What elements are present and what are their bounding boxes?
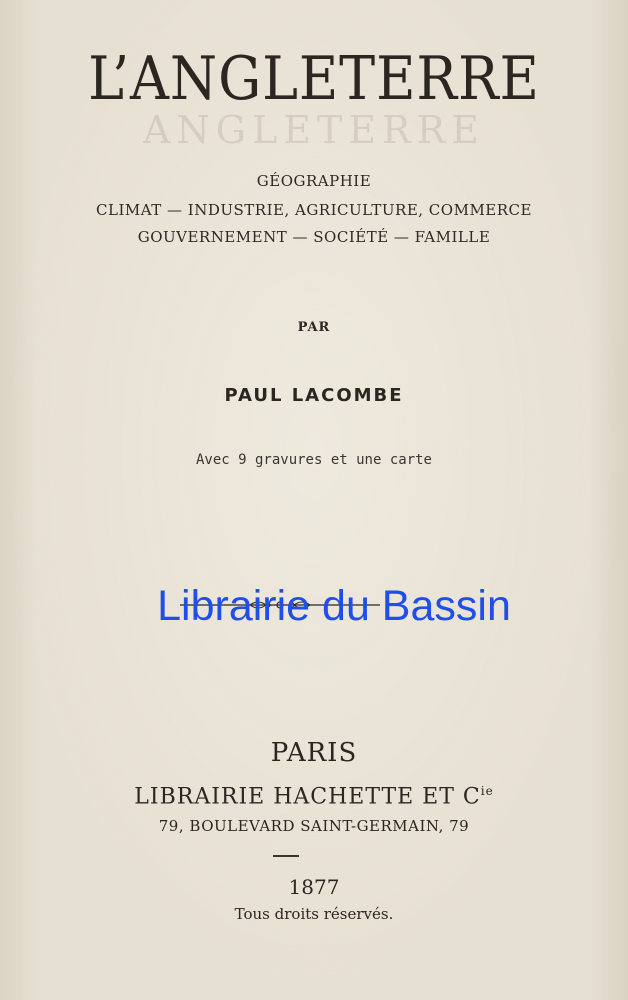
subtitle-line: GÉOGRAPHIE [256,172,372,190]
publication-city: PARIS [270,738,358,768]
publication-year: 1877 [288,875,340,899]
illustrations-note: Avec 9 gravures et une carte [195,452,432,468]
book-title: L’ANGLETERRE [88,44,540,114]
divider-rule [273,855,299,857]
publisher-label: LIBRAIRIE HACHETTE ET C [134,784,481,810]
show-through-ghost-text: ANGLETERRE [142,108,486,152]
publisher-address: 79, BOULEVARD SAINT-GERMAIN, 79 [158,817,470,835]
subtitle-line: GOUVERNEMENT — SOCIÉTÉ — FAMILLE [137,228,491,246]
watermark-text: Librairie du Bassin [157,582,511,630]
author-name: PAUL LACOMBE [224,385,404,406]
subtitle-line: CLIMAT — INDUSTRIE, AGRICULTURE, COMMERCE [96,201,532,219]
publisher-name [0,784,628,809]
par-label: PAR [297,320,331,335]
rights-notice: Tous droits réservés. [234,905,394,923]
publisher-superscript: ie [480,784,494,798]
